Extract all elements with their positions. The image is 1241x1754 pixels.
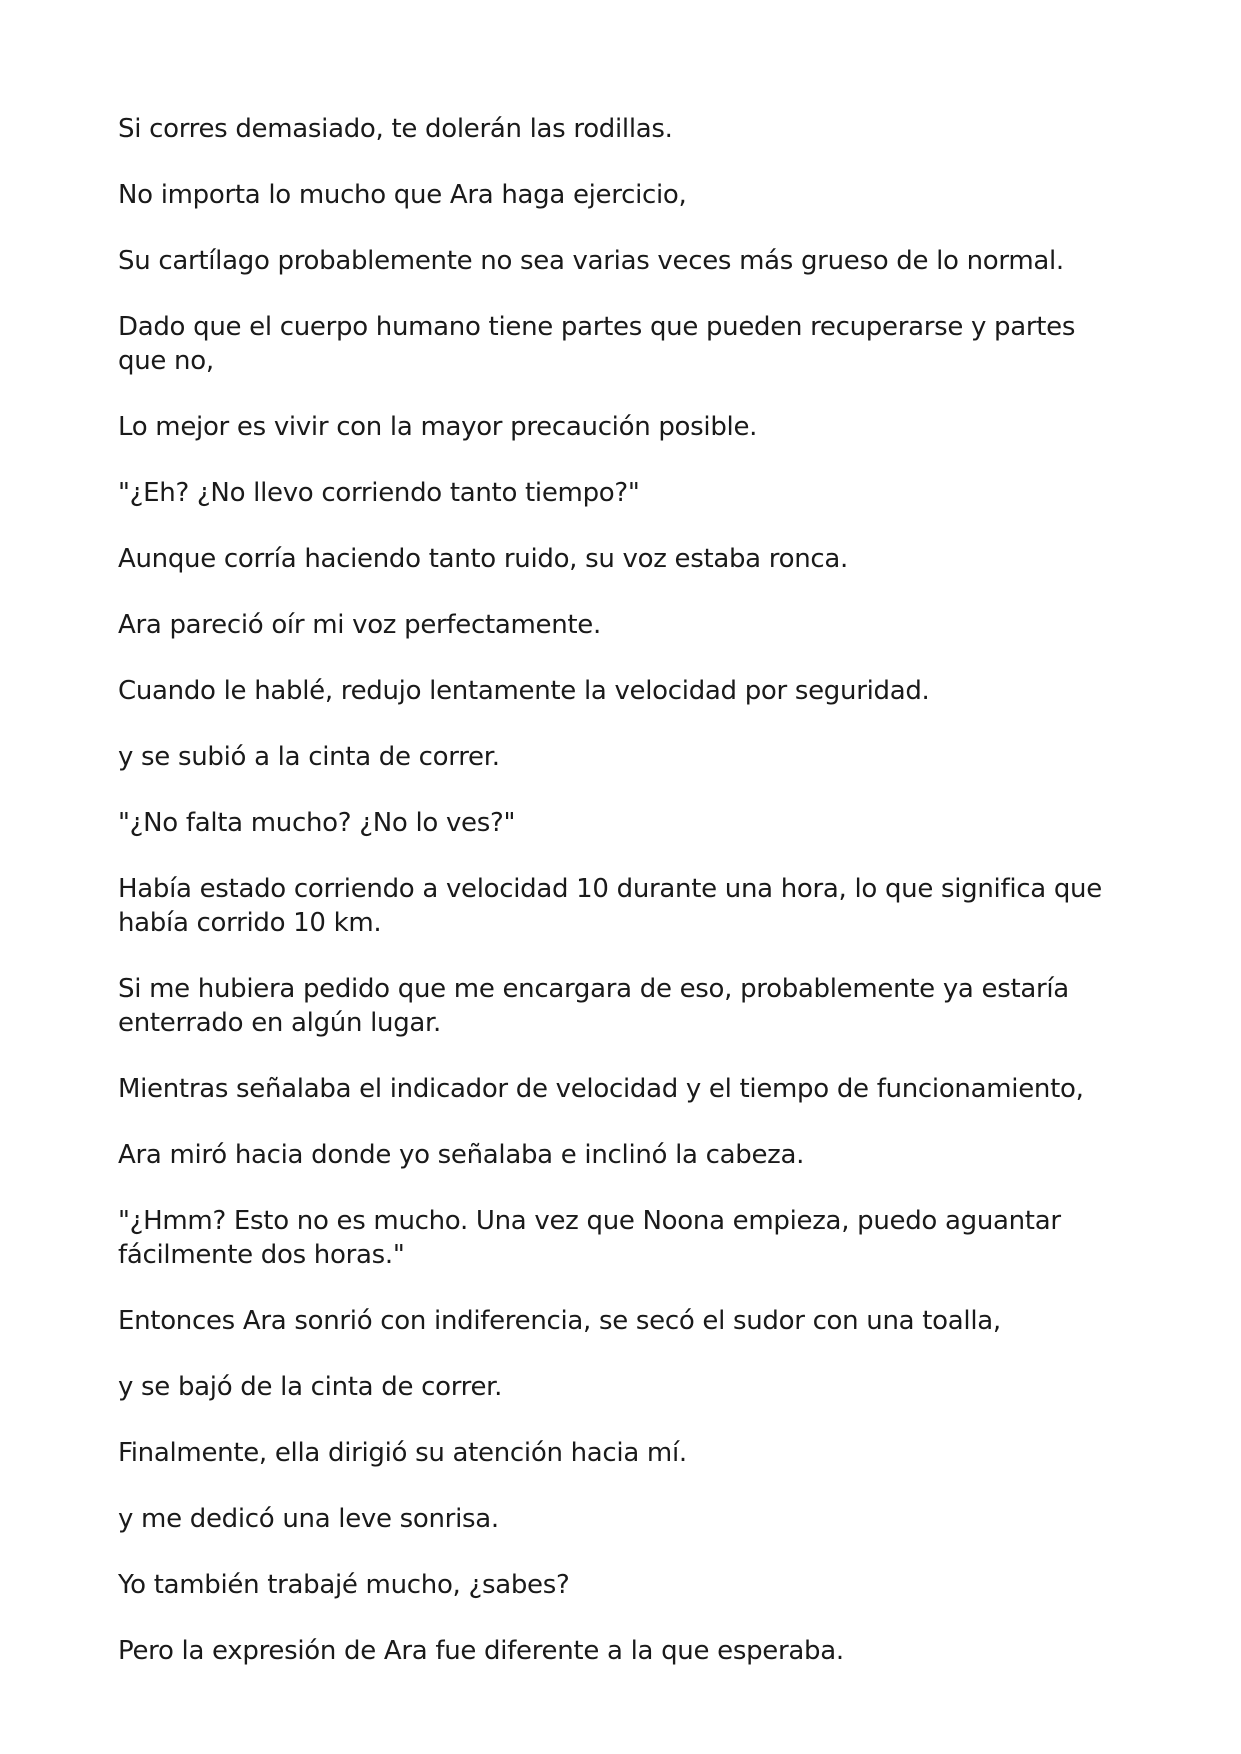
- paragraph: "¿No falta mucho? ¿No lo ves?": [118, 808, 516, 838]
- paragraph: Ara pareció oír mi voz perfectamente.: [118, 610, 601, 640]
- paragraph: y se bajó de la cinta de correr.: [118, 1372, 503, 1402]
- paragraph: Aunque corría haciendo tanto ruido, su voz estaba ronca.: [118, 544, 848, 574]
- paragraph: "¿Eh? ¿No llevo corriendo tanto tiempo?": [118, 478, 640, 508]
- paragraph: Si me hubiera pedido que me encargara de eso, probablemente ya estaría enterrado en algún lugar.: [118, 974, 1069, 1038]
- paragraph: Si corres demasiado, te dolerán las rodillas.: [118, 114, 673, 144]
- paragraph: Su cartílago probablemente no sea varias veces más grueso de lo normal.: [118, 246, 1064, 276]
- paragraph: Finalmente, ella dirigió su atención hacia mí.: [118, 1438, 687, 1468]
- paragraph: Dado que el cuerpo humano tiene partes que pueden recuperarse y partes que no,: [118, 312, 1076, 376]
- paragraph: Lo mejor es vivir con la mayor precaución posible.: [118, 412, 758, 442]
- paragraph: No importa lo mucho que Ara haga ejercicio,: [118, 180, 687, 210]
- paragraph: Cuando le hablé, redujo lentamente la velocidad por seguridad.: [118, 676, 930, 706]
- paragraph: y se subió a la cinta de correr.: [118, 742, 500, 772]
- paragraph: Yo también trabajé mucho, ¿sabes?: [118, 1570, 570, 1600]
- paragraph: Entonces Ara sonrió con indiferencia, se secó el sudor con una toalla,: [118, 1306, 1001, 1336]
- paragraph: Había estado corriendo a velocidad 10 durante una hora, lo que significa que había corrido 10 km.: [118, 874, 1102, 938]
- paragraph: Ara miró hacia donde yo señalaba e inclinó la cabeza.: [118, 1140, 805, 1170]
- paragraph: y me dedicó una leve sonrisa.: [118, 1504, 499, 1534]
- document-body: [118, 112, 1128, 1700]
- paragraph: "¿Hmm? Esto no es mucho. Una vez que Noona empieza, puedo aguantar fácilmente dos horas.": [118, 1206, 1061, 1270]
- paragraph: Mientras señalaba el indicador de velocidad y el tiempo de funcionamiento,: [118, 1074, 1084, 1104]
- paragraph: Pero la expresión de Ara fue diferente a la que esperaba.: [118, 1636, 844, 1666]
